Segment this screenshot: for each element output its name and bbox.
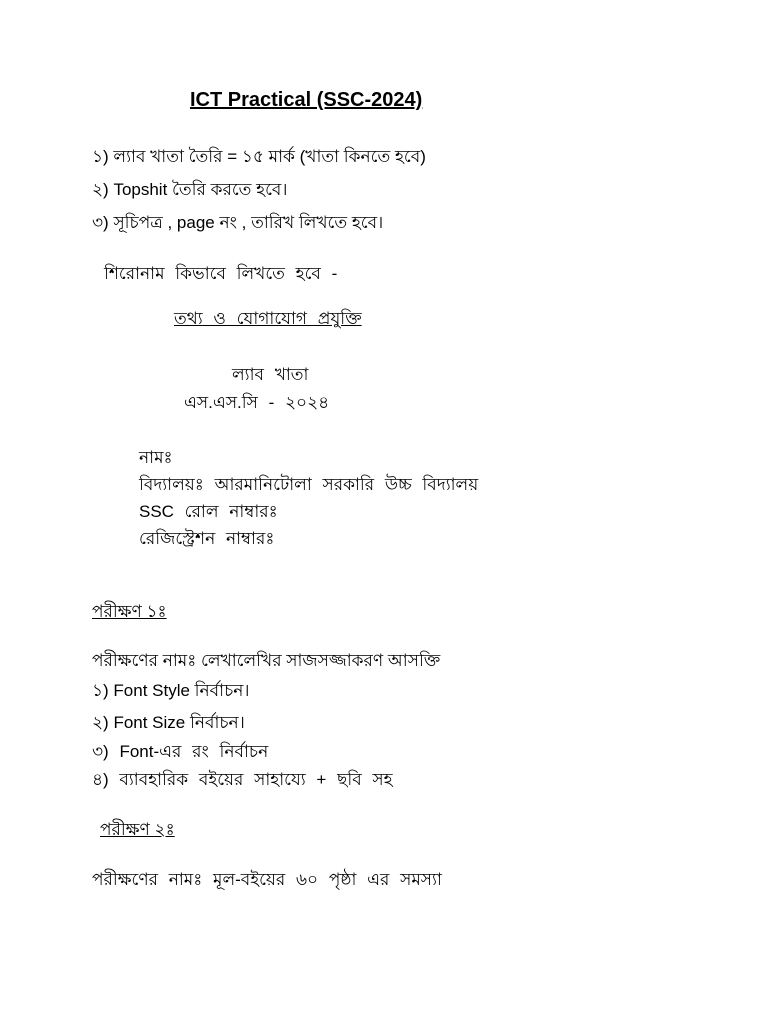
field-registration: রেজিস্ট্রেশন নাম্বারঃ	[139, 529, 275, 548]
field-roll: SSC রোল নাম্বারঃ	[139, 502, 278, 521]
experiment-1-heading: পরীক্ষণ ১ঃ	[92, 602, 167, 621]
requirement-2: ২) Topshit তৈরি করতে হবে।	[92, 180, 288, 199]
field-name: নামঃ	[139, 448, 173, 467]
heading-guide: শিরোনাম কিভাবে লিখতে হবে -	[104, 264, 338, 283]
experiment-2-name: পরীক্ষণের নামঃ মূল-বইয়ের ৬০ পৃষ্ঠা এর সমস্যা	[92, 870, 442, 889]
experiment-1-step-2: ২) Font Size নির্বাচন।	[92, 713, 245, 732]
requirement-3: ৩) সূচিপত্র , page নং , তারিখ লিখতে হবে।	[92, 213, 384, 232]
cover-subject: তথ্য ও যোগাযোগ প্রযুক্তি	[174, 309, 362, 328]
experiment-1-step-3: ৩) Font-এর রং নির্বাচন	[92, 742, 269, 761]
experiment-2-heading: পরীক্ষণ ২ঃ	[100, 820, 175, 839]
experiment-1-step-4: ৪) ব্যাবহারিক বইয়ের সাহায্যে + ছবি সহ	[92, 770, 393, 789]
cover-exam: এস.এস.সি - ২০২৪	[184, 393, 330, 412]
cover-book: ল্যাব খাতা	[232, 365, 309, 384]
field-school: বিদ্যালয়ঃ আরমানিটোলা সরকারি উচ্চ বিদ্যালয়	[139, 475, 479, 494]
requirement-1: ১) ল্যাব খাতা তৈরি = ১৫ মার্ক (খাতা কিনতে হবে)	[92, 147, 426, 166]
page-title: ICT Practical (SSC-2024)	[190, 89, 423, 111]
experiment-1-name: পরীক্ষণের নামঃ লেখালেখির সাজসজ্জাকরণ আসক্তি	[92, 651, 441, 670]
experiment-1-step-1: ১) Font Style নির্বাচন।	[92, 681, 250, 700]
